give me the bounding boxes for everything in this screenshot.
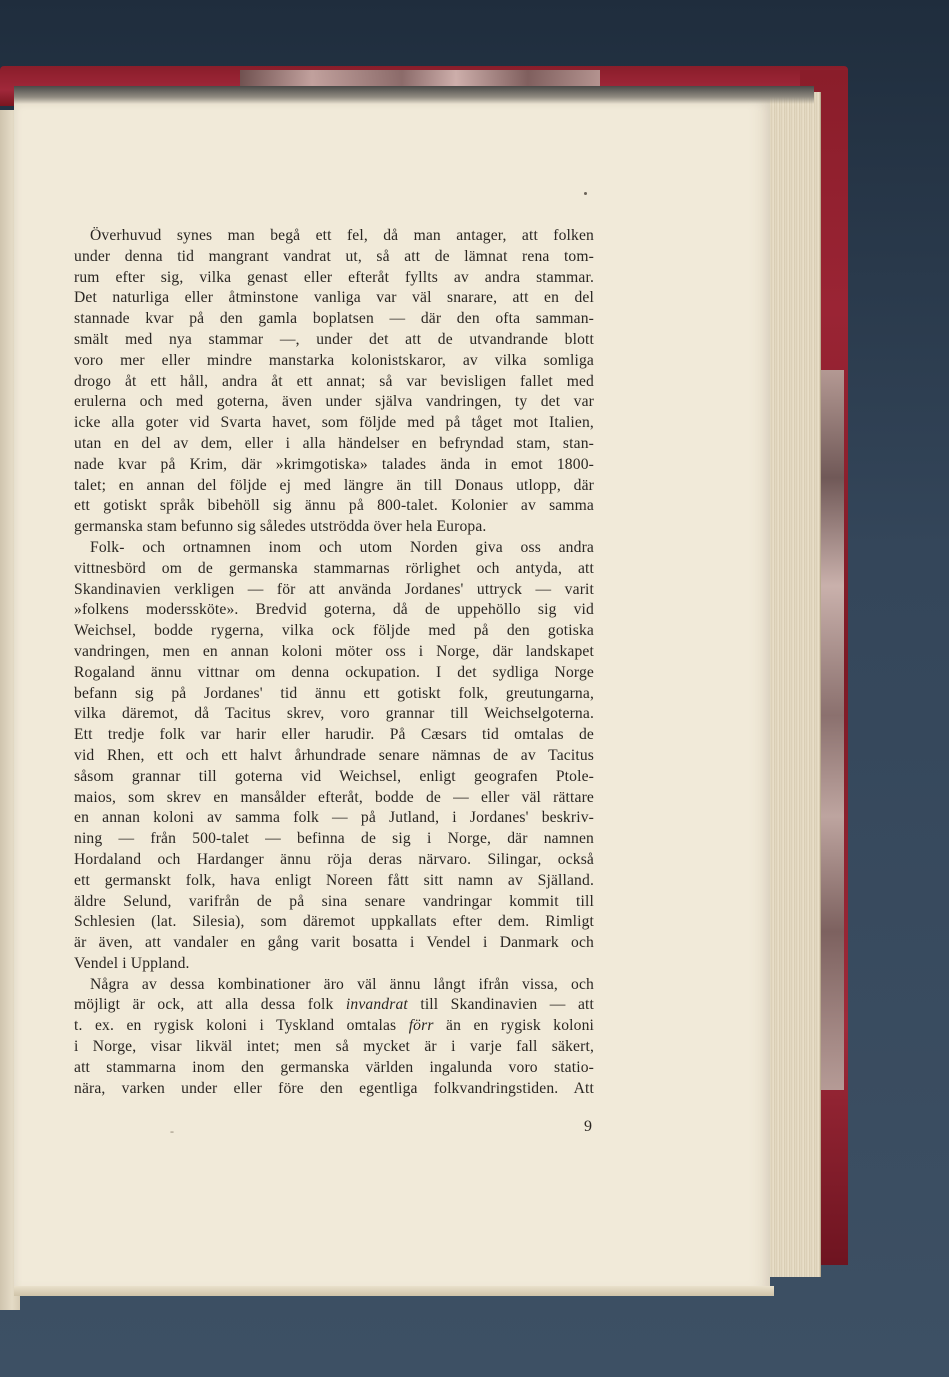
page-bottom-edge xyxy=(14,1286,774,1296)
text-line: befann sig på Jordanes' tid ännu ett gotiskt folk, greutungarna, xyxy=(74,684,594,702)
text-line: Schlesien (lat. Silesia), som däremot uppkallats efter dem. Rimligt xyxy=(74,913,594,931)
text-line: Hordaland och Hardanger ännu röja deras närvaro. Silingar, också xyxy=(74,850,594,868)
text-line: såsom grannar till goterna vid Weichsel, enligt geografen Ptole- xyxy=(74,767,594,785)
text-line: äldre Selund, varifrån de på sina senare vandringar kommit till xyxy=(74,892,594,910)
page-speck xyxy=(584,192,587,195)
text-line: nade kvar på Krim, där »krimgotiska» talades ända in emot 1800- xyxy=(74,455,594,473)
text-line: vilka däremot, då Tacitus skrev, voro grannar till Weichselgoterna. xyxy=(74,705,594,723)
text-line: är även, att vandaler en gång varit bosatta i Vendel i Danmark och xyxy=(74,934,594,952)
text-line: vittnesbörd om de germanska stammarnas rörlighet och antyda, att xyxy=(74,559,594,577)
text-line: möjligt är ock, att alla dessa folk invandrat till Skandinavien — att xyxy=(74,996,594,1014)
paragraph xyxy=(74,975,594,1100)
text-line: Ett tredje folk var harir eller harudir. På Cæsars tid omtalas de xyxy=(74,726,594,744)
page-top-shadow xyxy=(14,86,814,104)
text-line: att stammarna inom den germanska världen ingalunda voro statio- xyxy=(74,1058,594,1076)
text-line: utan en del av dem, eller i alla händelser en befryndad stam, stan- xyxy=(74,434,594,452)
text-line: maios, som skrev en mansålder efteråt, bodde de — eller väl rättare xyxy=(74,788,594,806)
paragraph xyxy=(74,538,594,975)
text-line: rum efter sig, vilka genast eller efteråt fyllts av andra stammar. xyxy=(74,268,594,286)
text-line: voro mer eller mindre manstarka kolonistskaror, av vilka somliga xyxy=(74,351,594,369)
text-line: i Norge, visar likväl intet; men så mycket är i varje fall säkert, xyxy=(74,1038,594,1056)
text-line: t. ex. en rygisk koloni i Tyskland omtalas förr än en rygisk koloni xyxy=(74,1017,594,1035)
text-line: ning — från 500-talet — befinna de sig i Norge, där namnen xyxy=(74,830,594,848)
text-line: Några av dessa kombinationer äro väl ännu långt ifrån vissa, och xyxy=(90,975,594,993)
text-line: under denna tid mangrant vandrat ut, så att de lämnat rena tom- xyxy=(74,247,594,265)
text-line: vandringen, men en annan koloni möter oss i Norge, där landskapet xyxy=(74,642,594,660)
text-line: icke alla goter vid Svarta havet, som följde med på tåget mot Italien, xyxy=(74,414,594,432)
text-line: talet; en annan del följde ej med längre än till Donaus utlopp, där xyxy=(74,476,594,494)
text-line: germanska stam befunno sig således utströdda över hela Europa. xyxy=(74,518,487,536)
text-line: stannade kvar på den gamla boplatsen — där den ofta samman- xyxy=(74,310,594,328)
body-text xyxy=(74,226,594,1099)
text-line: Vendel i Uppland. xyxy=(74,954,190,972)
text-line: Skandinavien verkligen — för att använda Jordanes' uttryck — varit xyxy=(74,580,594,598)
text-line: nära, varken under eller före den egentliga folkvandringstiden. Att xyxy=(74,1079,594,1097)
text-line: en annan koloni av samma folk — på Jutland, i Jordanes' beskriv- xyxy=(74,809,594,827)
text-line: drogo åt ett håll, andra åt ett annat; så var bevisligen fallet med xyxy=(74,372,594,390)
text-line: Weichsel, bodde rygerna, vilka ock följde med på den gotiska xyxy=(74,622,594,640)
text-line: erulerna och med goterna, även under själva vandringen, ty det var xyxy=(74,393,594,411)
text-line: ett germanskt folk, hava enligt Noreen fått sitt namn av Själland. xyxy=(74,871,594,889)
text-line: Rogaland ännu vittnar om denna ockupation. I det sydliga Norge xyxy=(74,663,594,681)
text-line: Överhuvud synes man begå ett fel, då man antager, att folken xyxy=(90,227,594,244)
text-line: Folk- och ortnamnen inom och utom Norden giva oss andra xyxy=(90,538,594,556)
text-line: »folkens moderssköte». Bredvid goterna, då de uppehöllo sig vid xyxy=(74,601,594,619)
text-line: smält med nya stammar —, under det att de utvandrande blott xyxy=(74,330,594,348)
text-line: vid Rhen, ett och ett halvt århundrade senare nämnas de av Tacitus xyxy=(74,746,594,764)
page-speck-mark: - xyxy=(170,1124,174,1138)
paragraph xyxy=(74,226,594,538)
text-line: Det naturliga eller åtminstone vanliga var väl snarare, att en del xyxy=(74,289,594,307)
text-line: ett gotiskt språk bibehöll sig ännu på 800-talet. Kolonier av samma xyxy=(74,497,594,515)
page-number: 9 xyxy=(584,1118,592,1135)
